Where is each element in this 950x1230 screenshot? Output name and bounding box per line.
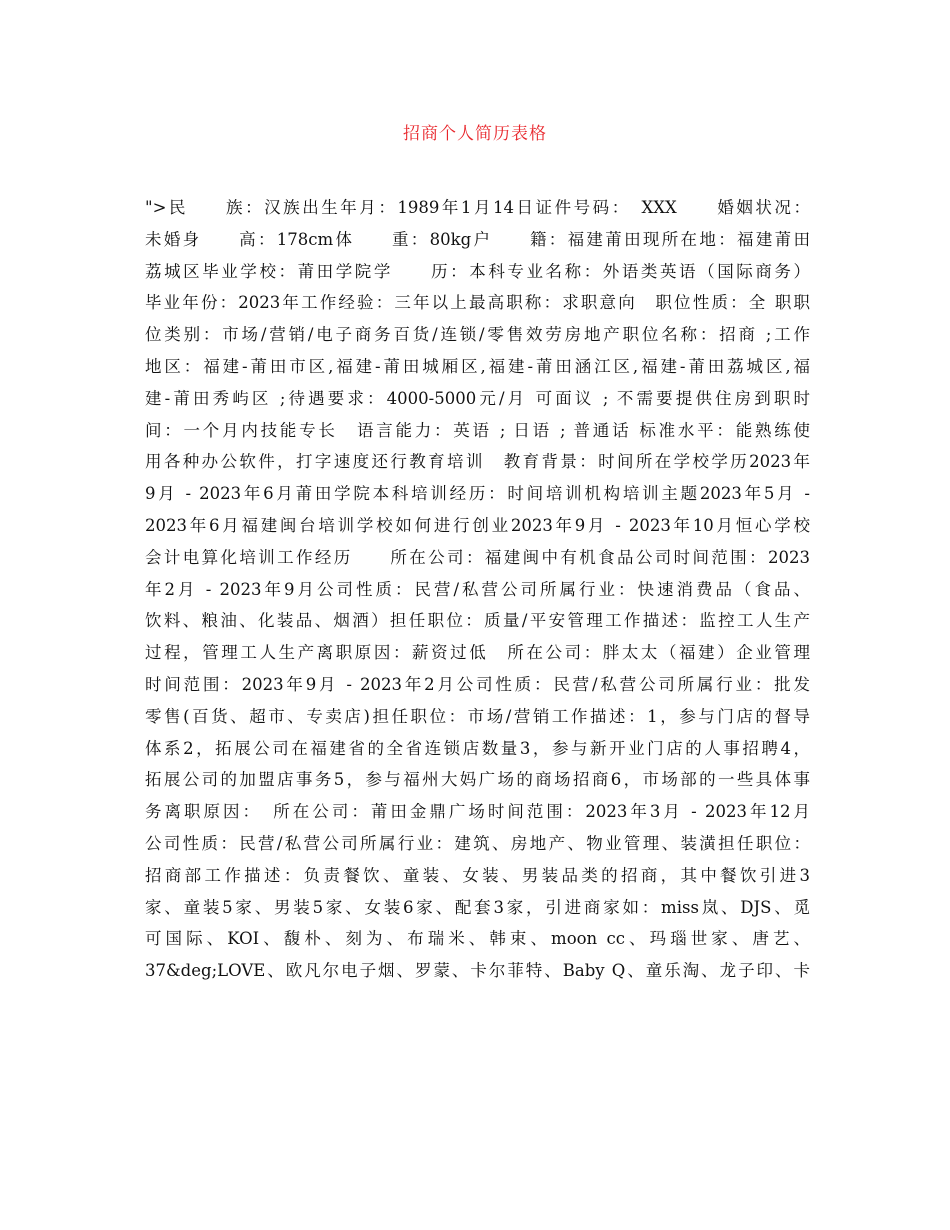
- body-line: 建-莆田秀屿区 ;待遇要求：4000-5000元/月 可面议 ; 不需要提供住房到职时: [145, 388, 810, 408]
- body-line: 时间范围：2023年9月 - 2023年2月公司性质：民营/私营公司所属行业：批发: [145, 674, 810, 694]
- body-line: 过程，管理工人生产离职原因：薪资过低 所在公司：胖太太（福建）企业管理: [145, 643, 810, 663]
- page-title: 招商个人简历表格: [403, 124, 547, 144]
- body-line: 9月 - 2023年6月莆田学院本科培训经历：时间培训机构培训主题2023年5月 -: [145, 484, 810, 504]
- resume-body: [145, 192, 810, 987]
- body-line: 2023年6月福建闽台培训学校如何进行创业2023年9月 - 2023年10月恒心学校: [145, 515, 810, 535]
- body-line: 公司性质：民营/私营公司所属行业：建筑、房地产、物业管理、装潢担任职位：: [145, 833, 810, 853]
- body-line: 年2月 - 2023年9月公司性质：民营/私营公司所属行业：快速消费品（食品、: [145, 579, 810, 599]
- body-line: 37&deg;LOVE、欧凡尔电子烟、罗蒙、卡尔菲特、Baby Q、童乐淘、龙子印、卡: [145, 961, 810, 981]
- body-line: 家、童装5家、男装5家、女装6家、配套3家，引进商家如：miss岚、DJS、觅: [145, 897, 810, 917]
- body-line: 间：一个月内技能专长 语言能力：英语 ; 日语 ; 普通话 标准水平：能熟练使: [145, 420, 810, 440]
- body-line: 毕业年份：2023年工作经验：三年以上最高职称：求职意向 职位性质：全 职职: [145, 293, 810, 313]
- body-line: 可国际、KOI、馥朴、刻为、布瑞米、韩束、moon cc、玛瑙世家、唐艺、: [145, 929, 810, 949]
- body-line: 拓展公司的加盟店事务5，参与福州大妈广场的商场招商6，市场部的一些具体事: [145, 770, 810, 790]
- body-line: 会计电算化培训工作经历 所在公司：福建闽中有机食品公司时间范围：2023: [145, 547, 810, 567]
- body-line: 用各种办公软件，打字速度还行教育培训 教育背景：时间所在学校学历2023年: [145, 452, 810, 472]
- body-line: 务离职原因： 所在公司：莆田金鼎广场时间范围：2023年3月 - 2023年12月: [145, 802, 810, 822]
- body-line: ">民 族：汉族出生年月：1989年1月14日证件号码： XXX 婚姻状况：: [145, 198, 810, 217]
- body-line: 招商部工作描述：负责餐饮、童装、女装、男装品类的招商，其中餐饮引进3: [145, 865, 810, 885]
- body-line: 饮料、粮油、化装品、烟酒）担任职位：质量/平安管理工作描述：监控工人生产: [145, 611, 810, 631]
- body-line: 荔城区毕业学校：莆田学院学 历：本科专业名称：外语类英语（国际商务）: [145, 261, 810, 281]
- body-line: 零售(百货、超市、专卖店)担任职位：市场/营销工作描述：1，参与门店的督导: [145, 706, 810, 726]
- body-line: 未婚身 高：178cm体 重：80kg户 籍：福建莆田现所在地：福建莆田: [145, 229, 810, 249]
- body-line: 地区：福建-莆田市区,福建-莆田城厢区,福建-莆田涵江区,福建-莆田荔城区,福: [145, 356, 810, 376]
- body-line: 体系2，拓展公司在福建省的全省连锁店数量3，参与新开业门店的人事招聘4，: [145, 738, 810, 758]
- body-line: 位类别：市场/营销/电子商务百货/连锁/零售效劳房地产职位名称：招商 ;工作: [145, 325, 810, 345]
